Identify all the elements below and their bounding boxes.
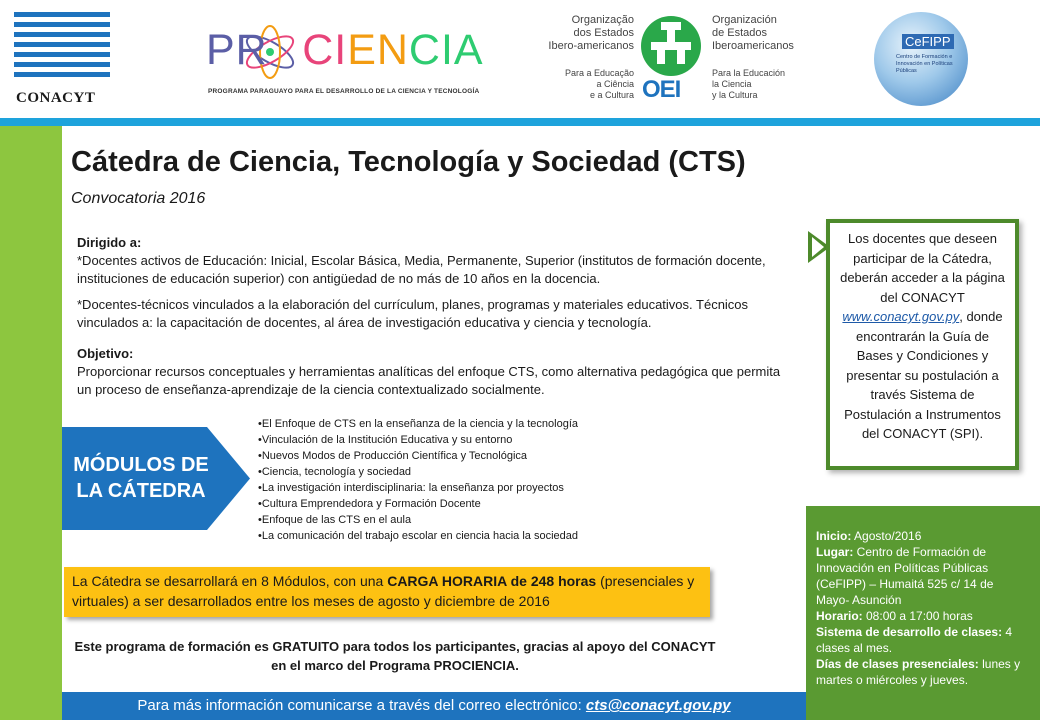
- conacyt-stripes-icon: [14, 12, 112, 77]
- application-info-box: [826, 219, 1019, 470]
- cefipp-name: CeFIPP: [902, 34, 954, 49]
- left-accent-bar: [0, 126, 62, 720]
- page-subtitle: Convocatoria 2016: [71, 190, 206, 207]
- objetivo-text: Proporcionar recursos conceptuales y herramientas analíticas del enfoque CTS, como alternativa pedagógica que permita un proceso de enseñanza-aprendizaje de la ciencia contextualizado socialmente.: [77, 364, 781, 397]
- module-item: •Vinculación de la Institución Educativa y su entorno: [258, 434, 513, 446]
- header-divider: [0, 118, 1040, 126]
- module-item: •Ciencia, tecnología y sociedad: [258, 466, 412, 478]
- oei-pt-name: Organização dos Estados Ibero-americanos: [548, 14, 634, 52]
- oei-es-name: Organización de Estados Iberoamericanos: [712, 14, 794, 52]
- prociencia-subtitle: PROGRAMA PARAGUAYO PARA EL DESARROLLO DE LA CIENCIA Y TECNOLOGÍA: [208, 88, 480, 95]
- page-title: Cátedra de Ciencia, Tecnología y Sociedad (CTS): [71, 146, 746, 178]
- dirigido-paragraph-2: *Docentes-técnicos vinculados a la elaboración del currículum, planes, programas y materiales educativos. Técnicos vinculados a: la capacitación de docentes, al área de investigación educativa y ciencia y tecnología.: [77, 297, 749, 330]
- carga-horaria-box: [64, 567, 710, 617]
- info-text-post: , donde encontrarán la Guía de Bases y Condiciones y presentar su postulación a través Sistema de Postulación a Instrumentos del CONACYT (SPI).: [844, 309, 1003, 441]
- module-item: •El Enfoque de CTS en la enseñanza de la ciencia y la tecnología: [258, 418, 579, 430]
- detail-dias: Días de clases presenciales: lunes y martes o miércoles y jueves.: [816, 657, 1021, 687]
- detail-sistema: Sistema de desarrollo de clases: 4 clases al mes.: [816, 625, 1013, 655]
- module-item: •Cultura Emprendedora y Formación Docente: [258, 498, 481, 510]
- carga-text-pre: La Cátedra se desarrollará en 8 Módulos, con una: [72, 573, 388, 589]
- oei-wordmark: OEI: [642, 76, 681, 103]
- oei-es-sub: Para la Educación la Ciencia y la Cultura: [712, 68, 786, 100]
- footer-email-link[interactable]: cts@conacyt.gov.py: [585, 697, 731, 714]
- carga-text-post: (presenciales y virtuales) a ser desarrollados entre los meses de agosto y diciembre de 2016: [72, 573, 695, 609]
- oei-pt-sub: Para a Educação a Ciência e a Cultura: [564, 68, 634, 100]
- dirigido-heading: Dirigido a:: [77, 235, 142, 250]
- footer-contact-bar: [62, 692, 806, 720]
- modules-label: MÓDULOS DE LA CÁTEDRA: [73, 454, 209, 502]
- detail-horario: Horario: 08:00 a 17:00 horas: [816, 609, 973, 623]
- module-item: •Enfoque de las CTS en el aula: [258, 514, 412, 526]
- modules-list: [258, 416, 578, 544]
- detail-lugar: Lugar: Centro de Formación de Innovación en Políticas Públicas (CeFIPP) – Humaitá 525 c/ 14 de Mayo- Asunción: [816, 545, 994, 607]
- module-item: •La comunicación del trabajo escolar en ciencia hacia la sociedad: [258, 530, 578, 542]
- footer-text: Para más información comunicarse a través del correo electrónico:: [137, 697, 586, 714]
- oei-logo: [520, 10, 810, 110]
- detail-inicio: Inicio: Agosto/2016: [816, 529, 922, 543]
- carga-text-bold: CARGA HORARIA de 248 horas: [387, 573, 597, 589]
- gratuito-notice: Este programa de formación es GRATUITO para todos los participantes, gracias al apoyo del CONACYT en el marco del Programa PROCIENCIA.: [74, 639, 716, 673]
- header: [0, 0, 1040, 118]
- prociencia-wordmark: PR CIENCIA: [206, 26, 484, 74]
- info-text-pre: Los docentes que deseen participar de la Cátedra, deberán acceder a la página del CONACYT: [840, 231, 1005, 305]
- dirigido-paragraph-1: *Docentes activos de Educación: Inicial, Escolar Básica, Media, Permanente, Superior (institutos de formación docente, instituciones de educación superior) con antigüedad de no más de 10 años en la docencia.: [77, 253, 766, 286]
- course-details-panel: [806, 506, 1040, 720]
- objetivo-heading: Objetivo:: [77, 346, 134, 361]
- module-item: •La investigación interdisciplinaria: la enseñanza por proyectos: [258, 482, 564, 494]
- conacyt-logo: [14, 12, 112, 108]
- conacyt-website-link[interactable]: www.conacyt.gov.py: [842, 309, 960, 324]
- module-item: •Nuevos Modos de Producción Científica y Tecnológica: [258, 450, 528, 462]
- prociencia-logo: [200, 18, 485, 108]
- cefipp-subtitle: Centro de Formación e Innovación en Políticas Públicas: [896, 54, 953, 74]
- cefipp-logo: [874, 12, 968, 106]
- conacyt-logo-text: CONACYT: [16, 90, 96, 106]
